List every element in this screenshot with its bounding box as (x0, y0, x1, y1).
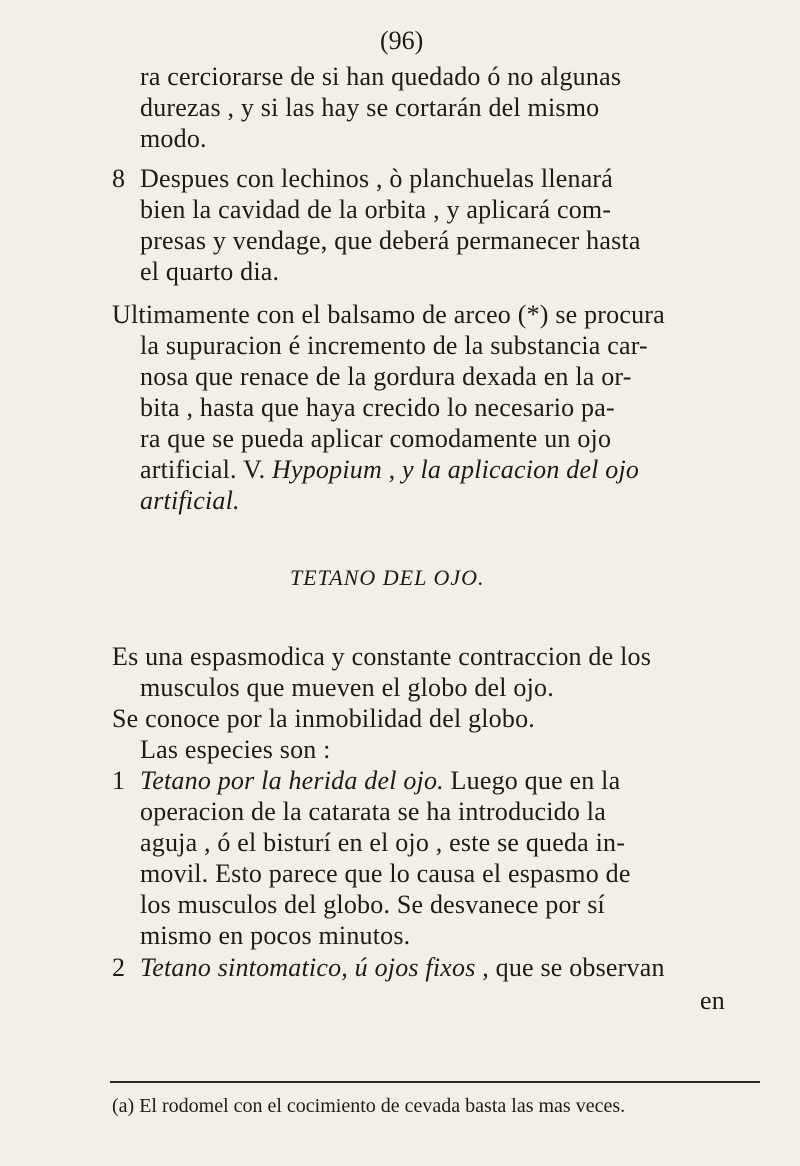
text-line: ra cerciorarse de si han quedado ó no algunas (140, 62, 622, 91)
text-line: Despues con lechinos , ò planchuelas llenará (140, 164, 614, 193)
text-span: Luego que en la (443, 766, 621, 795)
text-span: artificial. V. (140, 455, 273, 484)
text-line: Se conoce por la inmobilidad del globo. (112, 704, 535, 733)
italic-heading: Tetano por la herida del ojo. (140, 766, 444, 795)
text-line: los musculos del globo. Se desvanece por sí (140, 890, 605, 919)
text-line: bita , hasta que haya crecido lo necesario pa- (140, 393, 615, 422)
item-number: 2 (112, 953, 125, 982)
text-line: ra que se pueda aplicar comodamente un ojo (140, 424, 612, 453)
text-line: el quarto dia. (140, 257, 280, 286)
text-line: mismo en pocos minutos. (140, 921, 411, 950)
text-span: , que se observan (475, 953, 665, 982)
text-line (140, 455, 639, 485)
text-line: la supuracion é incremento de la substancia car- (140, 331, 648, 360)
italic-reference: artificial. (140, 486, 240, 515)
text-line: modo. (140, 124, 207, 153)
footnote-divider (110, 1081, 760, 1083)
text-line: bien la cavidad de la orbita , y aplicará com- (140, 195, 612, 224)
text-line: Las especies son : (140, 735, 331, 764)
text-line: operacion de la catarata se ha introducido la (140, 797, 606, 826)
text-line: aguja , ó el bisturí en el ojo , este se queda in- (140, 828, 626, 857)
text-line: movil. Esto parece que lo causa el espasmo de (140, 859, 631, 888)
footnote: (a) El rodomel con el cocimiento de cevada basta las mas veces. (112, 1095, 626, 1117)
text-line (140, 953, 665, 983)
italic-reference: Hypopium , y la aplicacion del ojo (272, 455, 640, 484)
italic-heading: Tetano sintomatico, ú ojos fixos (140, 953, 476, 982)
text-line: musculos que mueven el globo del ojo. (140, 673, 554, 702)
item-number: 8 (112, 164, 125, 193)
text-line (140, 766, 620, 796)
item-number: 1 (112, 766, 125, 795)
text-line: presas y vendage, que deberá permanecer hasta (140, 226, 641, 255)
text-line: Ultimamente con el balsamo de arceo (*) se procura (112, 300, 665, 329)
text-line: Es una espasmodica y constante contraccion de los (112, 642, 652, 671)
catchword: en (700, 986, 725, 1015)
text-line: durezas , y si las hay se cortarán del mismo (140, 93, 600, 122)
section-title: TETANO DEL OJO. (290, 565, 485, 590)
text-line: nosa que renace de la gordura dexada en la or- (140, 362, 632, 391)
page-number: (96) (380, 26, 424, 55)
